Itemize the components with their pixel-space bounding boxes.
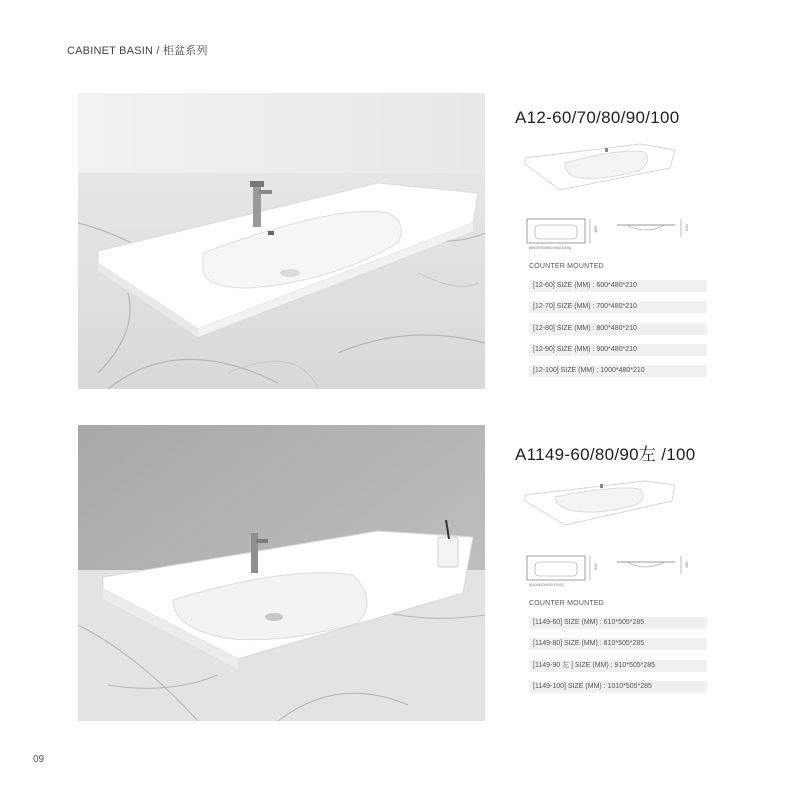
size-row: [12-90] SIZE (MM) : 900*480*210	[529, 344, 707, 356]
page-number: 09	[33, 754, 45, 765]
side-view-drawing	[615, 548, 695, 588]
height-dimension: 285	[684, 561, 689, 568]
product-photo-a12	[78, 93, 485, 389]
mount-type: COUNTER MOUNTED	[529, 263, 604, 270]
width-dimension: [610/810/910/1010]	[529, 582, 564, 587]
size-row: [12-60] SIZE (MM) : 600*480*210	[529, 280, 707, 292]
model-title: A12-60/70/80/90/100	[515, 108, 680, 127]
product-thumbnail	[520, 475, 775, 540]
mount-type: COUNTER MOUNTED	[529, 600, 604, 607]
top-view-drawing	[525, 211, 605, 251]
size-row: [12-100] SIZE (MM) : 1000*480*210	[529, 365, 707, 377]
technical-drawings	[525, 548, 775, 588]
height-dimension: 210	[684, 224, 689, 231]
product-thumbnail	[520, 138, 775, 203]
product-photo-a1149	[78, 425, 485, 721]
size-row: [1149-90 左 ] SIZE (MM) : 910*505*285	[529, 660, 707, 672]
top-view-drawing	[525, 548, 605, 588]
product-info-a1149	[515, 440, 775, 696]
page-header: CABINET BASIN / 柜盆系列	[67, 45, 208, 57]
width-dimension: [600/700/800/900/1000]	[529, 245, 572, 250]
size-list	[529, 274, 775, 380]
technical-drawings	[525, 211, 775, 251]
size-row: [1149-80] SIZE (MM) : 810*505*285	[529, 638, 707, 650]
size-row: [1149-60] SIZE (MM) : 610*505*285	[529, 617, 707, 629]
depth-dimension: 480	[593, 226, 598, 233]
size-list	[529, 611, 775, 696]
size-row: [1149-100] SIZE (MM) : 1010*505*285	[529, 681, 707, 693]
model-title: A1149-60/80/90左 /100	[515, 445, 696, 464]
size-row: [12-80] SIZE (MM) : 800*480*210	[529, 323, 707, 335]
size-row: [12-70] SIZE (MM) : 700*480*210	[529, 301, 707, 313]
product-info-a12	[515, 108, 775, 380]
side-view-drawing	[615, 211, 695, 251]
depth-dimension: 505	[593, 563, 598, 570]
